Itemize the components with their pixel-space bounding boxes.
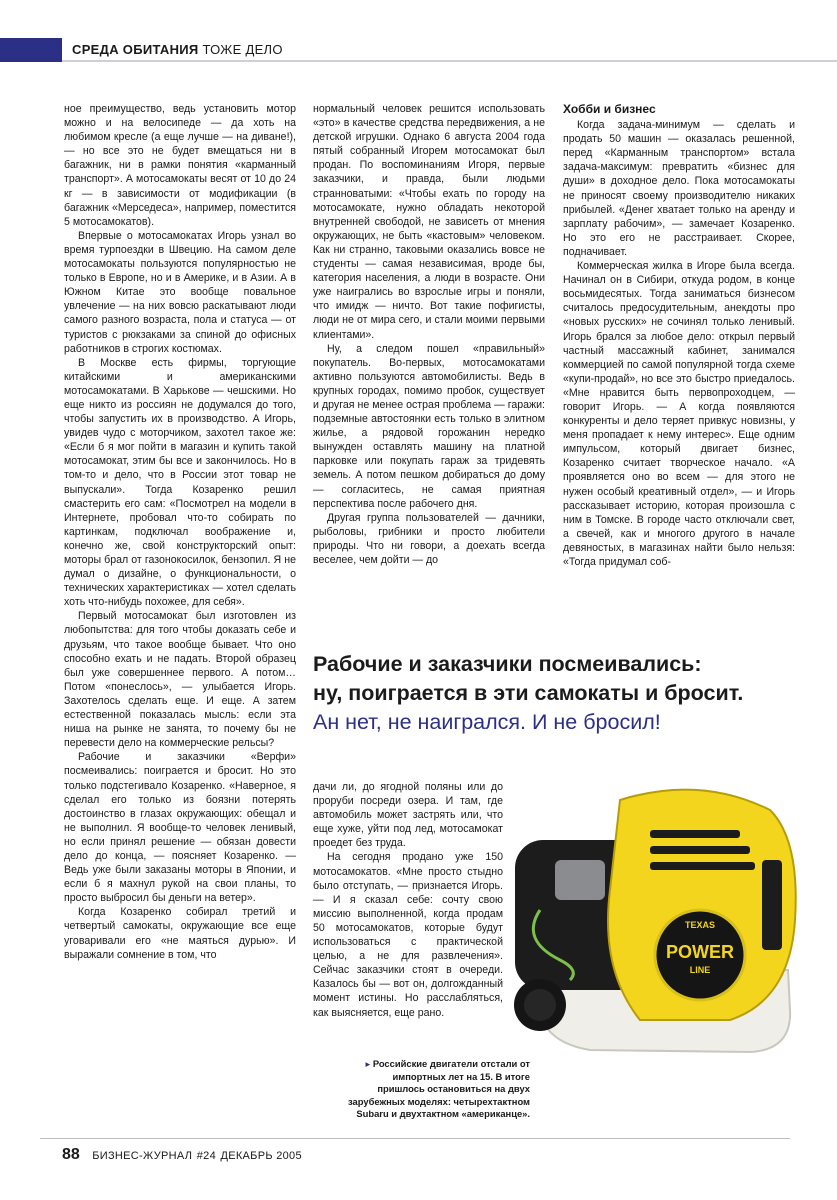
badge-top-text: TEXAS [684,920,716,930]
paragraph: Когда задача-минимум — сделать и продать 50 машин — оказалась решенной, перед «Карманным транспортом» встала задача-максимум: превратить «бизнес для души» в доходное дело. Пока мотосамокаты не приносят своему производителю никаких прибылей. «Денег хватает только на аренду и зарплату рабочим», — замечает Козаренко. Но это его не расстраивает. Скорее, подначивает. [563,119,795,258]
paragraph: дачи ли, до ягодной поляны или до проруби посреди озера. И там, где автомобиль может застрять или, что еще хуже, уйти под лед, мотосамокат проедет без труда. [313,781,503,850]
badge-brand-text: POWER [665,942,735,962]
page-number: 88 [62,1146,80,1163]
pull-quote-line-3: Ан нет, не наигрался. И не бросил! [313,710,661,734]
section-title-bold: СРЕДА ОБИТАНИЯ [72,42,199,57]
paragraph: Когда Козаренко собирал третий и четвертый самокаты, окружающие все еще уговаривали его «не маяться дурью». И выражали сомнение в том, что [64,906,296,961]
text-column-4 [313,780,503,1065]
pull-quote [313,650,793,737]
caption-arrow-icon: ▸ [365,1058,371,1069]
issue-number: #24 [196,1150,216,1162]
paragraph: В Москве есть фирмы, торгующие китайскими и американскими мотосамокатами. В Харькове — чешскими. Но еще никто из россиян не додумался до того, чтобы запустить их в производство. А Игорь, увидев чудо с моторчиком, захотел такое же: «Если б я мог пойти в магазин и купить такой мотосамокат, этим бы все и закончилось. Но в том-то и дело, что в России этот товар не выпускали». Тогда Козаренко решил смастерить его сам: «Посмотрел на модели в Интернете, пробовал что-то собирать по картинкам, подключал воображение и, конечно же, свой конструкторский опыт: моторы брал от газонокосилок, бензопил. Я не думал о дизайне, о функциональности, о технических характеристиках — хотел сделать хоть что-нибудь похожее, для себя». [64,356,296,609]
issue-date: ДЕКАБРЬ 2005 [220,1150,302,1162]
badge-sub-text: LINE [689,965,711,975]
page-footer [62,1146,302,1164]
caption-text: Российские двигатели отстали от импортных лет на 15. В итоге пришлось остановиться на двух зарубежных моделях: четырехтактном Subaru и двухтактном «американце». [348,1058,530,1119]
paragraph: Коммерческая жилка в Игоре была всегда. Начинал он в Сибири, откуда родом, в конце восьмидесятых. Тогда заниматься бизнесом считалось предосудительным, анекдоты про «новых русских» не сочинял только ленивый. Игорь брался за любое дело: открыл первый частный массажный кабинет, занимался коммерцией по самой популярной тогда схеме «купи-продай», но все это быстро приедалось. «Мне нравится быть первопроходцем, — говорит Игорь. — А когда появляются конкуренты и дело теряет привкус новизны, у меня пропадает к нему интерес». Еще одним импульсом, который двигает бизнес, Козаренко считает творческое начало. «А проявляется оно во всем — для этого не нужен особый креативный отдел», — и Игорь рассказывает историю, которая произошла с ним в Томске. В городе часто отключали свет, а свечей, как и многого другого в начале девяностых, в магазинах найти было нельзя: «Тогда придумал соб- [563,260,795,568]
text-column-3 [563,102,795,632]
paragraph: Рабочие и заказчики «Верфи» посмеивались: поиграется и бросит. Но это только подстегивало Козаренко. «Наверное, я сделал его только из боязни потерять достоинство в глазах окружающих: обещал и не выполнил. Я вообще-то человек ленивый, но если принял решение — обязан довести дело до конца, — поясняет Козаренко. — Ведь уже были заказаны моторы в Японии, и если б я махнул рукой на свои планы, то просто выбросил бы деньги на ветер». [64,751,296,905]
paragraph: Ну, а следом пошел «правильный» покупатель. Во-первых, мотосамокатами активно пользуются автомобилисты. Ведь в крупных городах, помимо пробок, существует и другая не менее острая проблема — гаражи: подземные автостоянки есть только в элитном жилье, а рядовой горожанин нередко вынужден оставлять машину на платной парковке или покупать гараж за тридевять земель. А потом пешком добираться до дому — согласитесь, не самая приятная перспектива после рабочего дня. [313,342,545,510]
pull-quote-line-2: ну, поиграется в эти самокаты и бросит. [313,681,744,705]
engine-photo [500,770,800,1060]
text-column-1 [64,102,296,1117]
paragraph: Впервые о мотосамокатах Игорь узнал во время турпоездки в Швецию. На самом деле мотосамокаты пользуются популярностью не только в Европе, но и в Америке, и в Азии. А в Южном Китае это вообще повальное увлечение — на них вовсю раскатывают люди самого разного возраста, пола и статуса — от туристов с рюкзаками за спиной до офисных работников в строгих костюмах. [64,229,296,355]
pull-quote-line-1: Рабочие и заказчики посмеивались: [313,652,702,676]
section-header [0,38,837,62]
subheading: Хобби и бизнес [563,102,656,116]
paragraph: ное преимущество, ведь установить мотор можно и на велосипеде — да хоть на любимом кресле (а еще лучше — на диване!), — но все это не будет вмещаться ни в багажник, ни в рамки понятия «карманный транспорт». А мотосамокаты весят от 10 до 24 кг — в зависимости от модификации (в багажник «Мерседеса», например, поместится 5 мотосамокатов). [64,103,296,228]
section-title-light: ТОЖЕ ДЕЛО [202,42,283,57]
section-color-block [0,38,62,62]
magazine-name: БИЗНЕС-ЖУРНАЛ [92,1150,193,1162]
paragraph: Первый мотосамокат был изготовлен из любопытства: для того чтобы доказать себе и друзьям, что такое вообще бывает. Что оно способно ехать и не падать. Второй образец был уже совершеннее первого. А потом… Потом «понеслось», — улыбается Игорь. Захотелось сделать еще. И еще. А затем естественной показалась мысль: если эта ниша на рынке не занята, то почему бы не перевести дело на коммерческие рельсы? [64,610,296,750]
section-title [72,42,283,57]
footer-rule [40,1138,790,1139]
paragraph: На сегодня продано уже 150 мотосамокатов. «Мне просто стыдно было отступать, — признается Игорь. — И я сказал себе: сочту свою миссию выполненной, когда продам 50 мотосамокатов, которые будут использоваться с практической целью, а не для развлечения». Сейчас заказчики стоят в очереди. Казалось бы — вот он, долгожданный момент истины. Но расслабляться, как выясняется, еще рано. [313,851,503,1019]
photo-caption [345,1058,530,1121]
paragraph: нормальный человек решится использовать «это» в качестве средства передвижения, а не детской игрушки. Однако 6 августа 2004 года пятый собранный Игорем мотосамокат был продан. По воспоминаниям Игоря, первые заказчики, и правда, были людьми странноватыми: «Чтобы ехать по городу на мотосамокате, нужно обладать некоторой внутренней свободой, не зависеть от мнения окружающих, не быть «кастовым» человеком. Как ни странно, таковыми оказались вовсе не студенты — самая независимая, вроде бы, категория населения, а люди в возрасте. Они уже наигрались во взрослые игры и поняли, что имидж — ничто. Вот такие пофигисты, люди не от мира сего, и стали моими первыми клиентами». [313,103,545,341]
carburetor [555,860,605,900]
text-column-2 [313,102,545,632]
paragraph: Другая группа пользователей — дачники, рыболовы, грибники и просто любители природы. Что ни говори, а доехать всегда веселее, чем дойти — до [313,511,545,566]
